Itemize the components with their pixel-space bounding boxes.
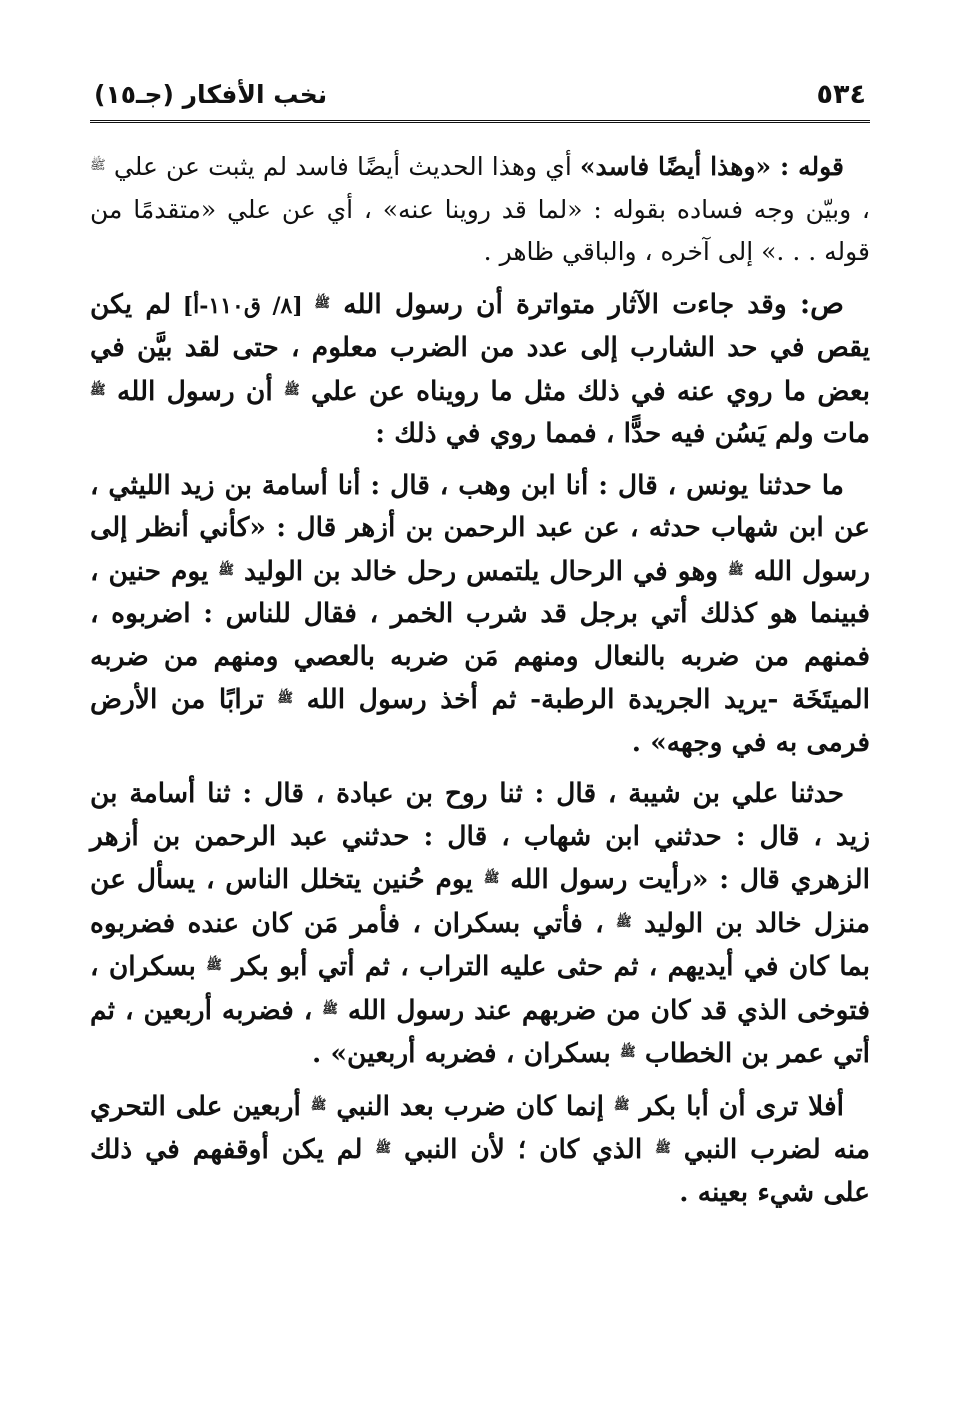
paragraph-text: أفلا ترى أن أبا بكر [629,1090,845,1122]
honorific-mark: ﷺ [314,295,331,311]
running-header [90,78,870,123]
honorific-mark: ﷺ [283,382,300,398]
paragraph-text: إنما كان ضرب بعد النبي [326,1090,614,1122]
honorific-mark: ﷺ [728,562,744,578]
paragraph-text: أي وهذا الحديث أيضًا فاسد لم يثبت عن علي [105,152,580,181]
paragraph-text: أربعين على التحري منه لضرب النبي [90,1090,870,1165]
honorific-mark: ﷺ [375,1141,392,1156]
paragraph-text: وقد جاءت الآثار متواترة أن رسول الله [330,288,800,320]
paragraph-text: لم يكن يقص في حد الشارب إلى عدد من الضرب معلوم ، حتى لقد بيَّن في بعض ما روي عنه في ذلك مثل ما رويناه عن علي [90,288,870,407]
honorific-mark: ﷺ [277,691,294,706]
manuscript-reference: [٨/ ق١١٠-أ] [171,292,315,319]
honorific-mark: ﷺ [206,958,222,973]
page-body [90,145,870,1214]
paragraph-text: يوم حُنين يتخلل الناس ، يسأل عن منزل خالد بن الوليد [90,864,870,939]
paragraph-text: لم يكن أوقفهم في ذلك على شيء بعينه . [90,1134,870,1208]
main-text-paragraph [90,283,870,456]
book-title: نخب الأفكار (جـ١٥) [94,80,328,109]
speaker-label: ص: [799,286,845,320]
paragraph-text: بسكران ، فضربه أربعين» . [312,1038,620,1069]
book-page [90,78,870,1223]
honorific-mark: ﷺ [90,158,106,173]
honorific-mark: ﷺ [90,382,106,398]
hadith-paragraph-2 [90,773,870,1076]
paragraph-text: ما حدثنا يونس ، قال : أنا ابن وهب ، قال : أنا أسامة بن زيد الليثي ، عن ابن شهاب حدثه ، عن عبد الرحمن بن أزهر قال : «كأني أنظر إلى رسول الله [90,469,870,587]
honorific-mark: ﷺ [615,914,632,930]
paragraph-text: وهو في الرحال يلتمس رحل خالد بن الوليد [234,555,729,587]
honorific-mark: ﷺ [322,1001,338,1017]
paragraph-text: ترابًا من الأرض فرمى به في وجهه» . [90,684,870,758]
page-number: ٥٣٤ [816,79,866,110]
honorific-mark: ﷺ [483,871,500,886]
quoted-phrase: قوله : «وهذا أيضًا فاسد» [579,152,844,181]
honorific-mark: ﷺ [218,562,235,578]
hadith-paragraph-1 [90,465,870,765]
paragraph-text: مات ولم يَسُن فيه حدًّا ، فمما روي في ذلك : [375,418,870,449]
paragraph-text: الذي كان ؛ لأن النبي [391,1134,656,1165]
paragraph-text: ، وبيّن وجه فساده بقوله : «لما قد روينا عنه» ، أي عن علي «متقدمًا من قوله . . .» إلى آخره ، والباقي ظاهر . [90,194,870,266]
paragraph-text: ، فأتي بسكران ، فأمر مَن كان عنده فضربوه بما كان في أيديهم ، ثم حثى عليه التراب ، ثم أتي أبو بكر [90,907,870,982]
honorific-mark: ﷺ [310,1097,327,1113]
paragraph-text: يوم حنين ، فبينما هو كذلك أتي برجل قد شرب الخمر ، فقال للناس : اضربوه ، فمنهم من ضربه بالنعال ومنهم مَن ضربه بالعصي ومنهم من ضربه الميتَخَة -يريد الجريدة الرطبة- ثم أخذ رسول الله [90,555,870,715]
paragraph-text: حدثنا علي بن شيبة ، قال : ثنا روح بن عبادة ، قال : ثنا أسامة بن زيد ، قال : حدثني ابن شهاب ، قال : حدثني عبد الرحمن بن أزهر الزهري قال : «رأيت رسول الله [90,778,870,895]
honorific-mark: ﷺ [619,1045,636,1060]
conclusion-paragraph [90,1085,870,1215]
paragraph-text: بسكران ، فتوخى الذي قد كان من ضربهم عند رسول الله [90,951,870,1026]
honorific-mark: ﷺ [613,1097,630,1113]
paragraph-text: أن رسول الله [105,375,284,407]
honorific-mark: ﷺ [655,1141,671,1156]
paragraph-text: ، فضربه أربعين ، ثم أتي عمر بن الخطاب [90,994,870,1069]
commentary-paragraph-1 [90,145,870,274]
